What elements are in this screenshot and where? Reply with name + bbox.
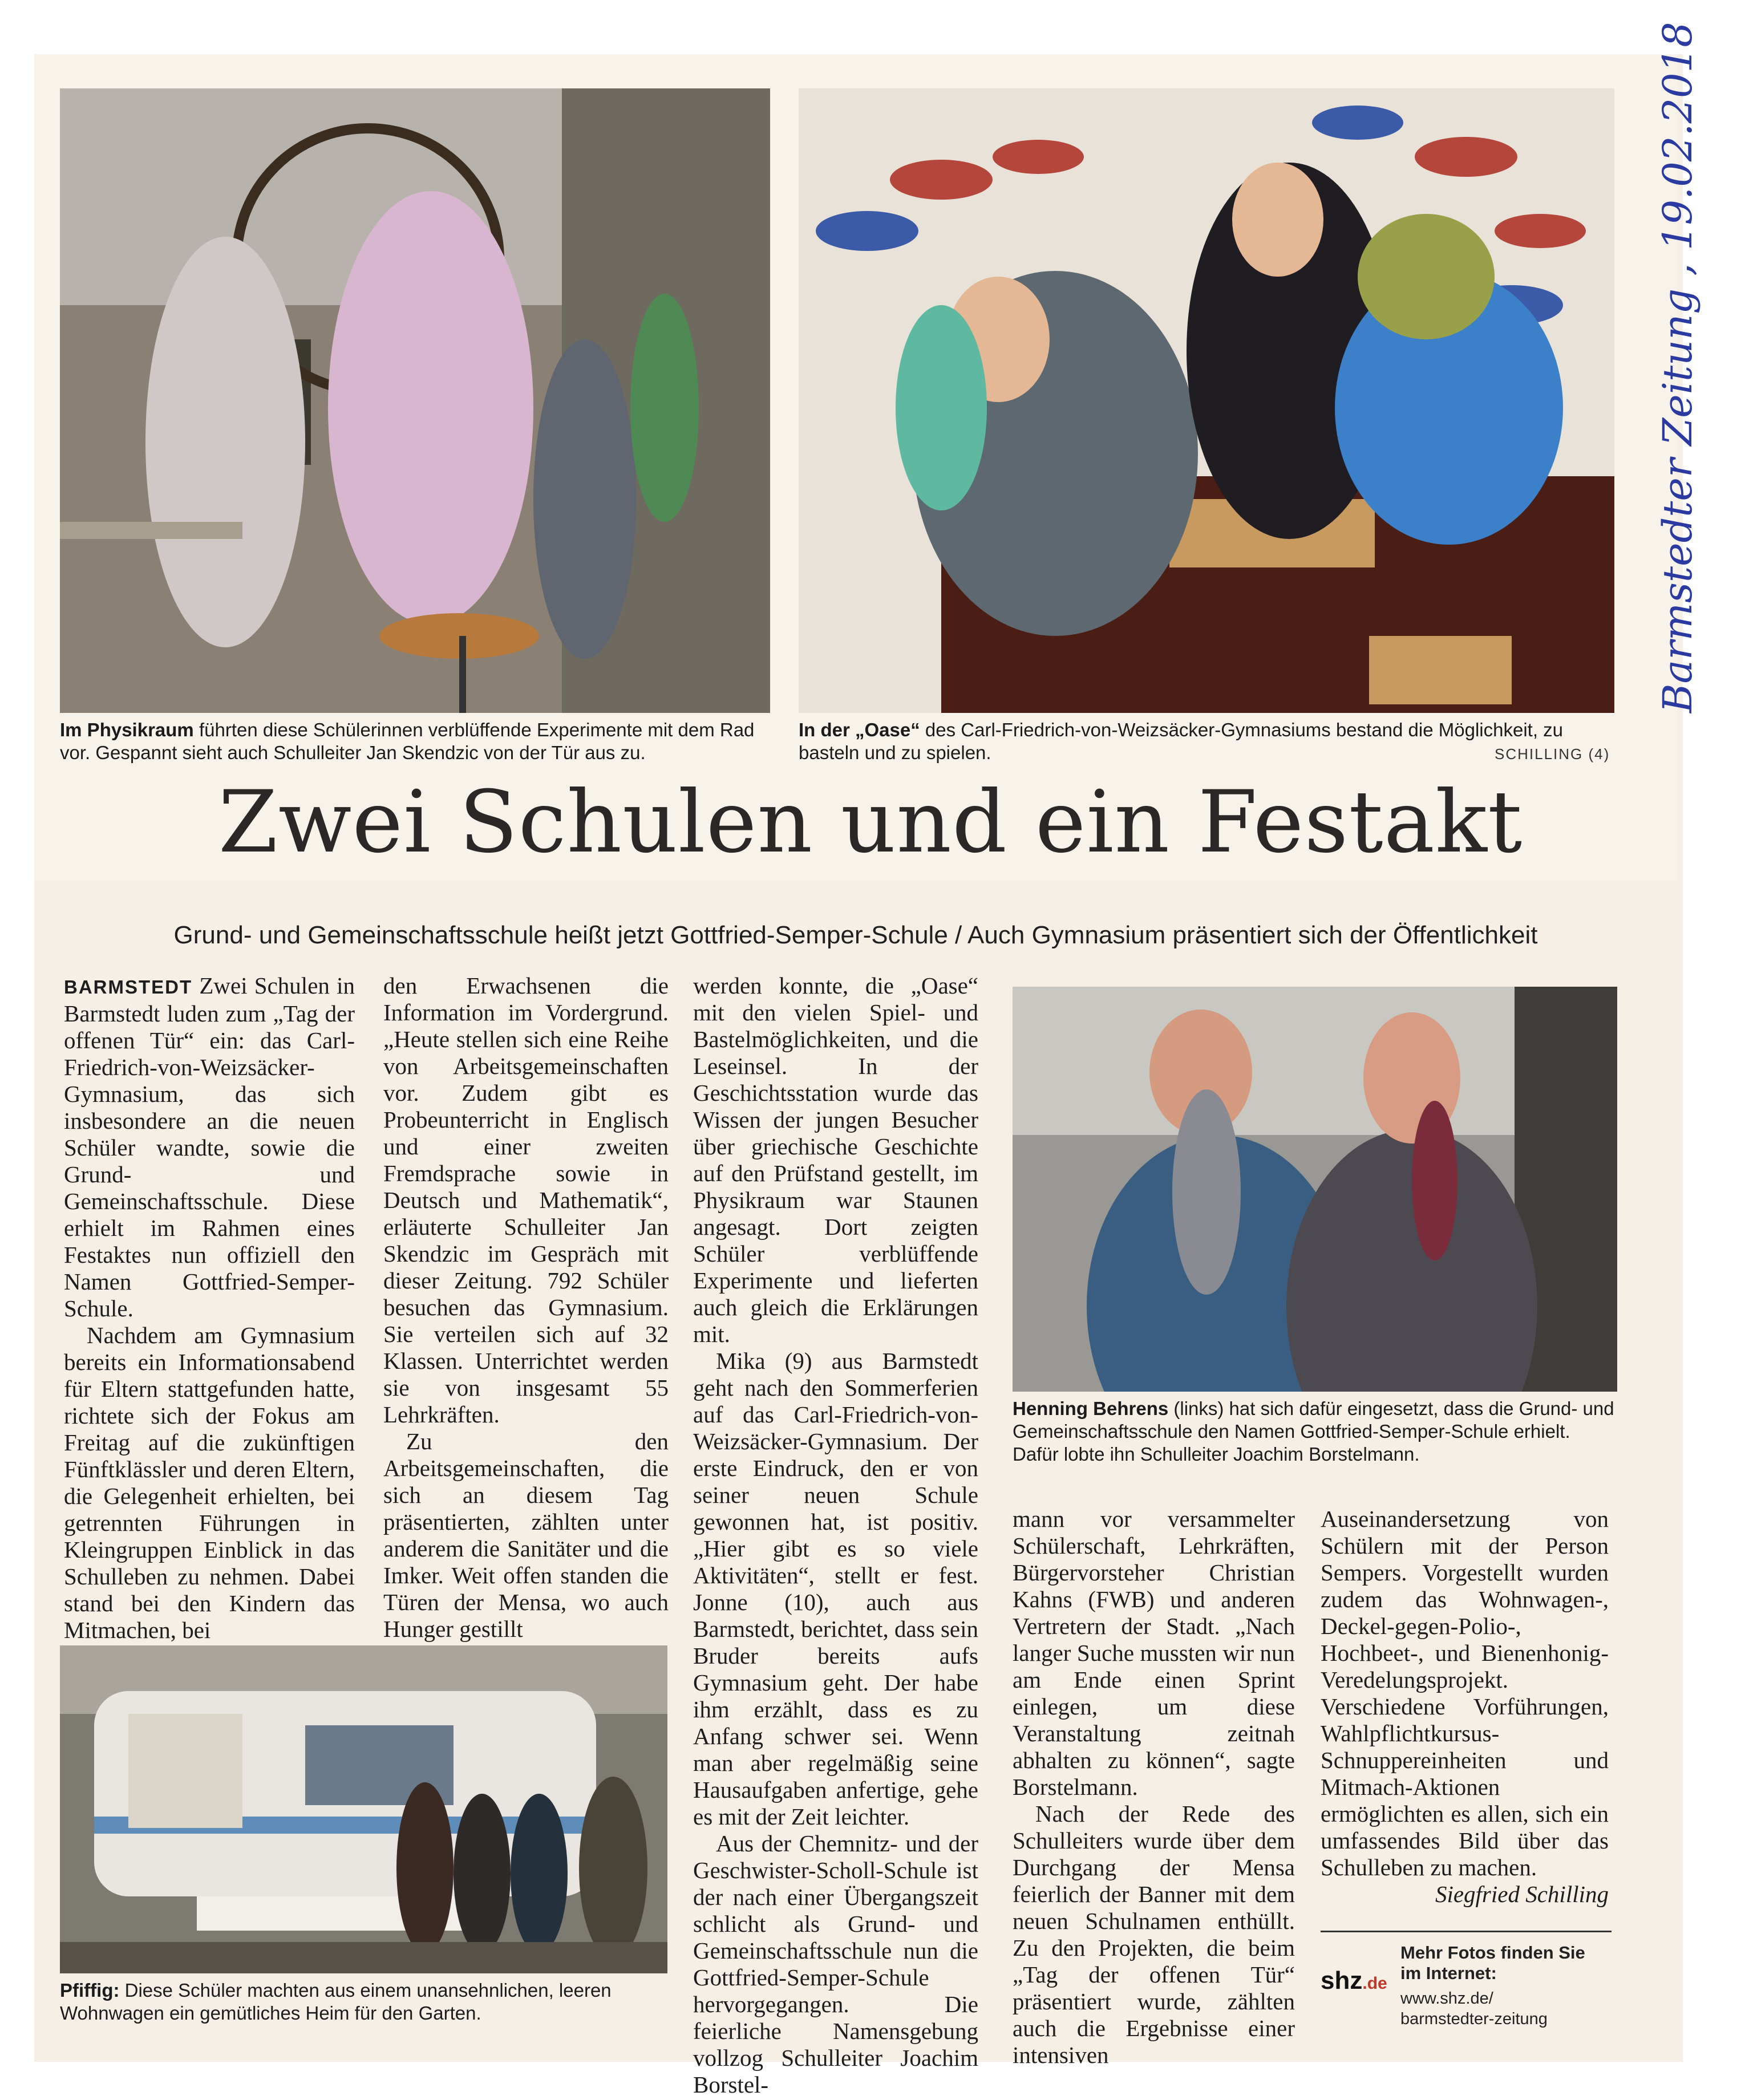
- headline: Zwei Schulen und ein Festakt: [218, 773, 1523, 872]
- paragraph: Auseinandersetzung von Schülern mit der Person Sempers. Vorgestellt wurden zudem das Wohnwagen-, Deckel-gegen-Polio-, Hochbeet-, und Bienenhonig-Veredelungsprojekt. Verschiedene Vorführungen, Wahlpflichtkursus-Schnuppereinheiten und Mitmach-Aktionen ermöglichten es allen, sich ein umfassendes Bild über das Schulleben zu machen.: [1321, 1506, 1609, 1880]
- shz-logo: [1321, 1967, 1387, 1995]
- author-signature: Siegfried Schilling: [1435, 1881, 1609, 1907]
- article-column-3: [693, 972, 978, 2098]
- paragraph: Mika (9) aus Barmstedt geht nach den Sommerferien auf das Carl-Friedrich-von-Weizsäcker-Gymnasium. Der erste Eindruck, den er von seiner neuen Schule gewonnen hat, ist positiv. „Hier gibt es so viele Aktivitäten“, stellt er fest. Jonne (10), auch aus Barmstedt, berichtet, dass sein Bruder bereits aufs Gymnasium geht. Der habe ihm erzählt, dass es zu Anfang schwer sei. Wenn man aber regelmäßig seine Hausaufgaben anfertige, gehe es mit der Zeit leichter.: [693, 1348, 978, 1830]
- photo-caravan: [60, 1645, 667, 1973]
- dateline: BARMSTEDT: [64, 976, 193, 998]
- promo-text: Mehr Fotos finden Sie im Internet:: [1400, 1943, 1585, 1983]
- photo-caption-oase: [799, 719, 1614, 764]
- promo-url-line-1[interactable]: www.shz.de/: [1400, 1989, 1493, 2008]
- promo-url-line-2[interactable]: barmstedter-zeitung: [1400, 2010, 1548, 2028]
- paragraph: den Erwachsenen die Information im Vordergrund. „Heute stellen sich eine Reihe von Arbeitsgemeinschaften vor. Zudem gibt es Probeunterricht in Englisch und einer zweiten Fremdsprache sowie in Deutsch und Mathematik“, erläuterte Schulleiter Jan Skendzic im Gespräch mit dieser Zeitung. 792 Schüler besuchen das Gymnasium. Sie verteilen sich auf 32 Klassen. Unterrichtet werden sie von insgesamt 55 Lehrkräften.: [383, 972, 669, 1428]
- photo-physics-room: [60, 88, 770, 713]
- caption-bold: In der „Oase“: [799, 719, 920, 740]
- photo-caption-physics: [60, 719, 770, 764]
- paragraph: Zwei Schulen in Barmstedt luden zum „Tag der offenen Tür“ ein: das Carl-Friedrich-von-Weizsäcker-Gymnasium, das sich insbesondere an die neuen Schüler wandte, sowie die Grund- und Gemeinschaftsschule. Diese erhielt im Rahmen eines Festaktes nun offiziell den Namen Gottfried-Semper-Schule.: [64, 972, 355, 1321]
- caption-text: (links) hat sich dafür eingesetzt, dass die Grund- und Gemeinschaftsschule den Namen Gottfried-Semper-Schule erhielt. Dafür lobte ihn Schulleiter Joachim Borstelmann.: [1013, 1398, 1614, 1465]
- paragraph: Zu den Arbeitsgemeinschaften, die sich an diesem Tag präsentierten, zählten unter anderem die Sanitäter und die Imker. Weit offen standen die Türen der Mensa, wo auch Hunger gestillt: [383, 1428, 669, 1642]
- logo-main: shz: [1321, 1967, 1363, 1994]
- photo-caption-caravan: [60, 1979, 667, 2025]
- paragraph: Nachdem am Gymnasium bereits ein Informationsabend für Eltern stattgefunden hatte, richtete sich der Fokus am Freitag auf die zukünftigen Fünftklässler und deren Eltern, die Gelegenheit erhielten, bei getrennten Führungen in Kleingruppen Einblick in das Schulleben zu nehmen. Dabei stand bei den Kindern das Mitmachen, bei: [64, 1322, 355, 1643]
- photo-caption-behrens: [1013, 1397, 1617, 1466]
- caption-text: führten diese Schülerinnen verblüffende Experimente mit dem Rad vor. Gespannt sieht auch Schulleiter Jan Skendzic von der Tür aus zu.: [60, 719, 755, 763]
- article-column-2: [383, 972, 669, 1643]
- logo-suffix: .de: [1362, 1974, 1387, 1993]
- article-column-5: [1321, 1506, 1609, 1908]
- paragraph: mann vor versammelter Schülerschaft, Lehrkräften, Bürgervorsteher Christian Kahns (FWB) und anderen Vertretern der Stadt. „Nach langer Suche mussten wir nun am Ende einen Sprint einlegen, um diese Veranstaltung zeitnah abhalten zu können“, sagte Borstelmann.: [1013, 1506, 1295, 1800]
- caption-bold: Pfiffig:: [60, 1980, 120, 2001]
- caption-text: Diese Schüler machten aus einem unansehnlichen, leeren Wohnwagen ein gemütliches Heim für den Garten.: [60, 1980, 612, 2024]
- caption-bold: Im Physikraum: [60, 719, 194, 740]
- online-promo-box: [1321, 1931, 1612, 2052]
- paragraph: werden konnte, die „Oase“ mit den vielen Spiel- und Bastelmöglichkeiten, und die Leseinsel. In der Geschichtsstation wurde das Wissen der jungen Besucher über griechische Geschichte auf den Prüfstand gestellt, im Physikraum war Staunen angesagt. Dort zeigten Schüler verblüffende Experimente und lieferten auch gleich die Erklärungen mit.: [693, 972, 978, 1347]
- handwritten-date-note: Barmstedter Zeitung , 19.02.2018: [1654, 22, 1701, 713]
- caption-bold: Henning Behrens: [1013, 1398, 1169, 1419]
- subheadline: Grund- und Gemeinschaftsschule heißt jetzt Gottfried-Semper-Schule / Auch Gymnasium präsentiert sich der Öffentlichkeit: [173, 921, 1538, 949]
- photo-oase: [799, 88, 1614, 713]
- photo-credit: SCHILLING (4): [1495, 745, 1610, 763]
- paragraph: Nach der Rede des Schulleiters wurde über dem Durchgang der Mensa feierlich der Banner mit dem neuen Schulnamen enthüllt. Zu den Projekten, die beim „Tag der offenen Tür“ präsentiert wurde, zählten auch die Ergebnisse einer intensiven: [1013, 1801, 1295, 2068]
- paragraph: Aus der Chemnitz- und der Geschwister-Scholl-Schule ist der nach einer Übergangszeit schlicht als Grund- und Gemeinschaftsschule nun die Gottfried-Semper-Schule hervorgegangen. Die feierliche Namensgebung vollzog Schulleiter Joachim Borstel-: [693, 1830, 978, 2098]
- article-column-4: [1013, 1506, 1295, 2069]
- article-column-1: [64, 972, 355, 1644]
- caption-text: des Carl-Friedrich-von-Weizsäcker-Gymnasiums bestand die Möglichkeit, zu basteln und zu spielen.: [799, 719, 1564, 763]
- photo-behrens-borstelmann: [1013, 987, 1617, 1392]
